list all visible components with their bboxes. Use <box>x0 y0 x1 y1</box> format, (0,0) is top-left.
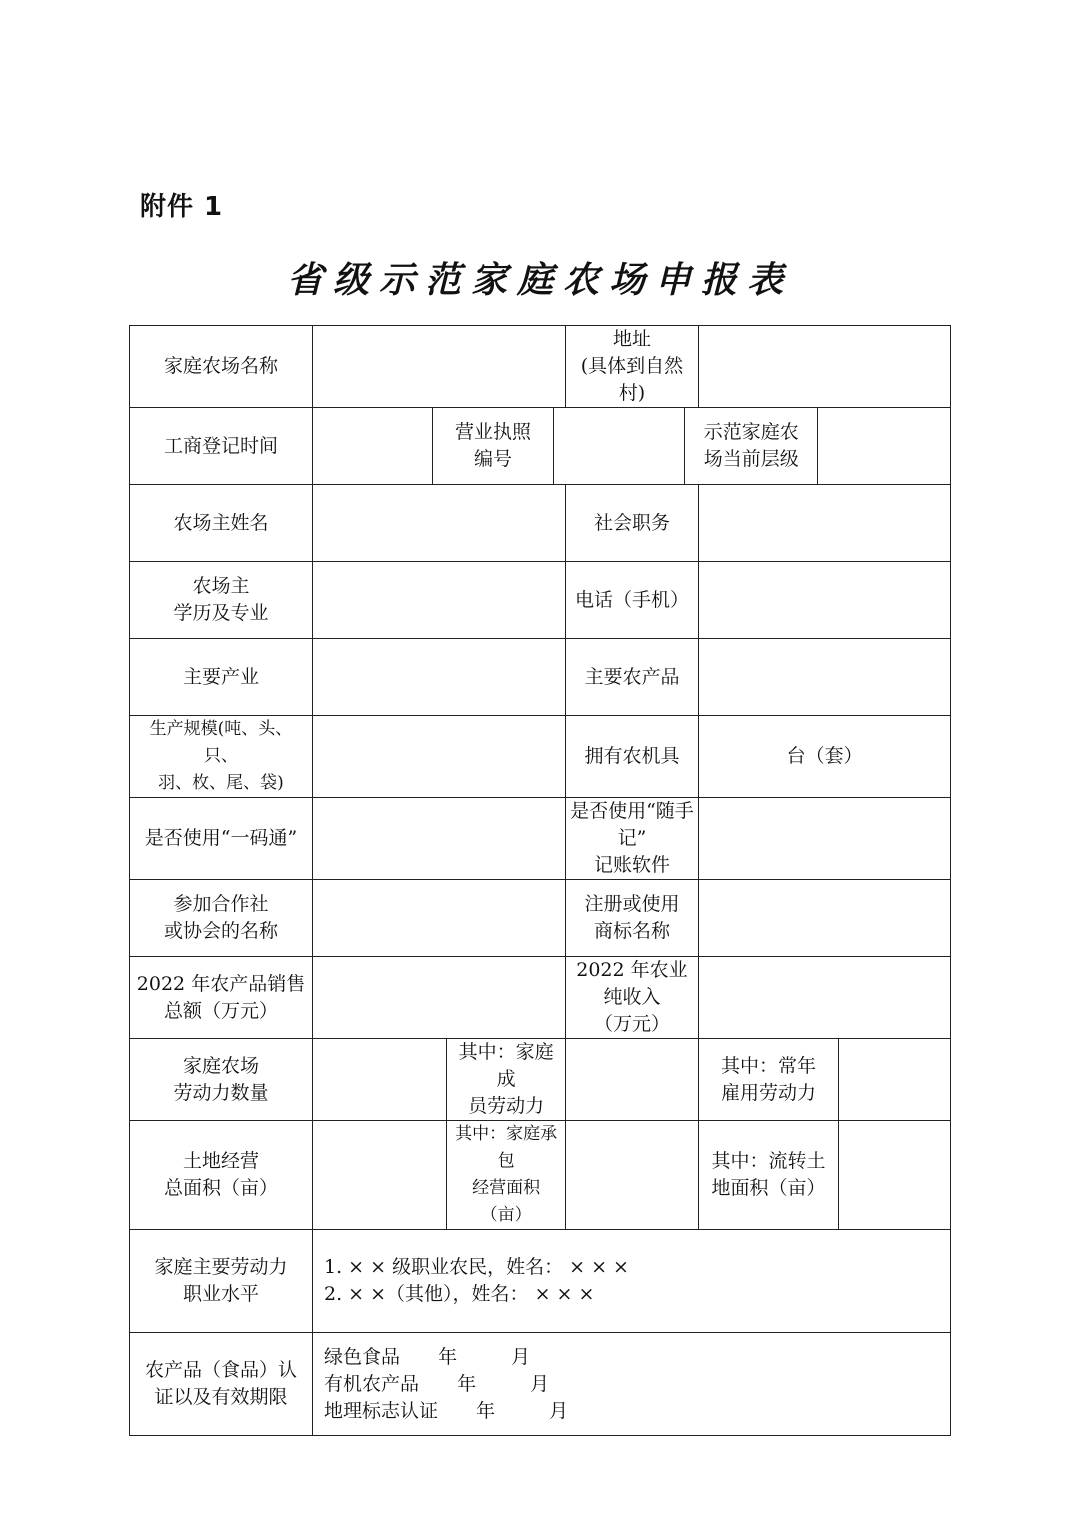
cert-month: 月 <box>530 1372 550 1395</box>
reg-time-field[interactable] <box>313 408 433 485</box>
industry-label: 主要产业 <box>130 639 313 716</box>
skill-line-1: 1. × × 级职业农民，姓名： × × × <box>324 1256 629 1278</box>
ymt-label: 是否使用“一码通” <box>130 798 313 880</box>
transfer-land-label-line1: 其中：流转土 <box>711 1150 826 1172</box>
farm-name-field[interactable] <box>313 326 566 408</box>
education-field[interactable] <box>313 562 566 639</box>
table-row <box>130 1230 951 1333</box>
ssj-label-line2: 记账软件 <box>593 854 670 876</box>
social-role-field[interactable] <box>699 485 951 562</box>
sales-label-line2: 总额（万元） <box>163 999 278 1022</box>
table-row <box>130 1121 951 1230</box>
sales-label-cell <box>130 957 313 1039</box>
application-form-table <box>129 325 951 1436</box>
hired-labor-field[interactable] <box>838 1039 950 1121</box>
table-row <box>130 798 951 880</box>
transfer-land-label-line2: 地面积（亩） <box>711 1177 826 1199</box>
table-row <box>130 326 951 408</box>
table-row <box>130 957 951 1039</box>
table-row <box>130 562 951 639</box>
labor-label-line2: 劳动力数量 <box>173 1081 269 1104</box>
education-label-cell <box>130 562 313 639</box>
cert-label-line1: 农产品（食品）认 <box>144 1359 297 1381</box>
income-field[interactable] <box>699 957 951 1039</box>
contract-land-label-cell <box>447 1121 565 1230</box>
owner-name-label: 农场主姓名 <box>130 485 313 562</box>
address-sub-label: (具体到自然村) <box>580 355 684 404</box>
level-label-line1: 示范家庭农 <box>703 421 799 443</box>
scale-field[interactable] <box>313 716 566 798</box>
skill-label-line2: 职业水平 <box>182 1283 259 1305</box>
table-row <box>130 408 951 485</box>
farm-name-label: 家庭农场名称 <box>130 326 313 408</box>
scale-label-line2: 羽、枚、尾、袋) <box>158 773 284 793</box>
trademark-label-line2: 商标名称 <box>593 920 670 942</box>
cert-year: 年 <box>476 1399 496 1422</box>
license-label-cell <box>433 408 553 485</box>
ssj-label-cell <box>565 798 698 880</box>
address-label-cell <box>565 326 698 408</box>
address-field[interactable] <box>699 326 951 408</box>
coop-label-cell <box>130 880 313 957</box>
machinery-label: 拥有农机具 <box>565 716 698 798</box>
labor-label-line1: 家庭农场 <box>182 1054 259 1077</box>
hired-labor-label-line1: 其中：常年 <box>720 1054 816 1077</box>
social-role-label: 社会职务 <box>565 485 698 562</box>
income-label-cell <box>565 957 698 1039</box>
trademark-field[interactable] <box>699 880 951 957</box>
cert-label-line2: 证以及有效期限 <box>154 1386 288 1408</box>
family-labor-field[interactable] <box>565 1039 698 1121</box>
license-number-field[interactable] <box>553 408 684 485</box>
skill-field[interactable] <box>313 1230 951 1333</box>
machinery-unit: 台（套） <box>786 745 863 767</box>
scale-label-line1: 生产规模(吨、头、只、 <box>149 719 293 766</box>
level-field[interactable] <box>818 408 951 485</box>
education-label-line2: 学历及专业 <box>173 602 269 624</box>
table-row <box>130 639 951 716</box>
cert-label-cell <box>130 1333 313 1436</box>
cert-name: 有机农产品 <box>324 1372 420 1395</box>
level-label-line2: 场当前层级 <box>703 448 799 470</box>
land-label-line1: 土地经营 <box>182 1150 259 1172</box>
reg-time-label: 工商登记时间 <box>130 408 313 485</box>
table-row <box>130 716 951 798</box>
license-label-line2: 编号 <box>473 448 512 470</box>
products-field[interactable] <box>699 639 951 716</box>
skill-label-line1: 家庭主要劳动力 <box>154 1256 288 1278</box>
cert-month: 月 <box>511 1345 531 1368</box>
family-labor-label-line1: 其中：家庭成 <box>458 1041 554 1090</box>
labor-label-cell <box>130 1039 313 1121</box>
family-labor-label-line2: 员劳动力 <box>468 1095 545 1117</box>
table-row <box>130 880 951 957</box>
skill-line-2: 2. × ×（其他），姓名： × × × <box>324 1283 595 1305</box>
coop-field[interactable] <box>313 880 566 957</box>
sales-label-line1: 2022 年农产品销售 <box>136 972 306 995</box>
cert-name: 地理标志认证 <box>324 1399 439 1422</box>
cert-year: 年 <box>438 1345 458 1368</box>
trademark-label-line1: 注册或使用 <box>584 893 680 915</box>
ssj-label-line1: 是否使用“随手记” <box>570 800 694 849</box>
transfer-land-field[interactable] <box>838 1121 950 1230</box>
scale-label-cell <box>130 716 313 798</box>
income-label-line1: 2022 年农业纯收入 <box>576 959 688 1008</box>
owner-name-field[interactable] <box>313 485 566 562</box>
phone-field[interactable] <box>699 562 951 639</box>
cert-item-organic <box>324 1371 946 1398</box>
table-row <box>130 1333 951 1436</box>
products-label: 主要农产品 <box>565 639 698 716</box>
land-label-line2: 总面积（亩） <box>163 1177 278 1199</box>
cert-field[interactable] <box>313 1333 951 1436</box>
ymt-field[interactable] <box>313 798 566 880</box>
cert-item-geo <box>324 1398 946 1425</box>
table-row <box>130 1039 951 1121</box>
page-title: 省级示范家庭农场申报表 <box>286 259 793 301</box>
attachment-label: 附件 1 <box>140 192 224 222</box>
cert-month: 月 <box>549 1399 569 1422</box>
ssj-field[interactable] <box>699 798 951 880</box>
level-label-cell <box>685 408 818 485</box>
coop-label-line1: 参加合作社 <box>173 893 269 915</box>
contract-land-label-line1: 其中：家庭承包 <box>455 1124 558 1171</box>
income-label-line2: （万元） <box>593 1013 670 1035</box>
land-field[interactable] <box>313 1121 447 1230</box>
table-row <box>130 485 951 562</box>
education-label-line1: 农场主 <box>192 575 250 597</box>
address-label: 地址 <box>612 328 651 350</box>
phone-label: 电话（手机） <box>565 562 698 639</box>
coop-label-line2: 或协会的名称 <box>163 920 278 942</box>
contract-land-field[interactable] <box>565 1121 698 1230</box>
family-labor-label-cell <box>447 1039 565 1121</box>
industry-field[interactable] <box>313 639 566 716</box>
trademark-label-cell <box>565 880 698 957</box>
skill-label-cell <box>130 1230 313 1333</box>
machinery-field[interactable] <box>699 716 951 798</box>
cert-name: 绿色食品 <box>324 1345 401 1368</box>
hired-labor-label-cell <box>699 1039 839 1121</box>
license-label-line1: 营业执照 <box>454 421 531 443</box>
labor-field[interactable] <box>313 1039 447 1121</box>
hired-labor-label-line2: 雇用劳动力 <box>720 1081 816 1104</box>
contract-land-label-line2: 经营面积（亩） <box>472 1178 541 1225</box>
cert-item-green <box>324 1344 946 1371</box>
land-label-cell <box>130 1121 313 1230</box>
sales-field[interactable] <box>313 957 566 1039</box>
transfer-land-label-cell <box>699 1121 839 1230</box>
cert-year: 年 <box>457 1372 477 1395</box>
